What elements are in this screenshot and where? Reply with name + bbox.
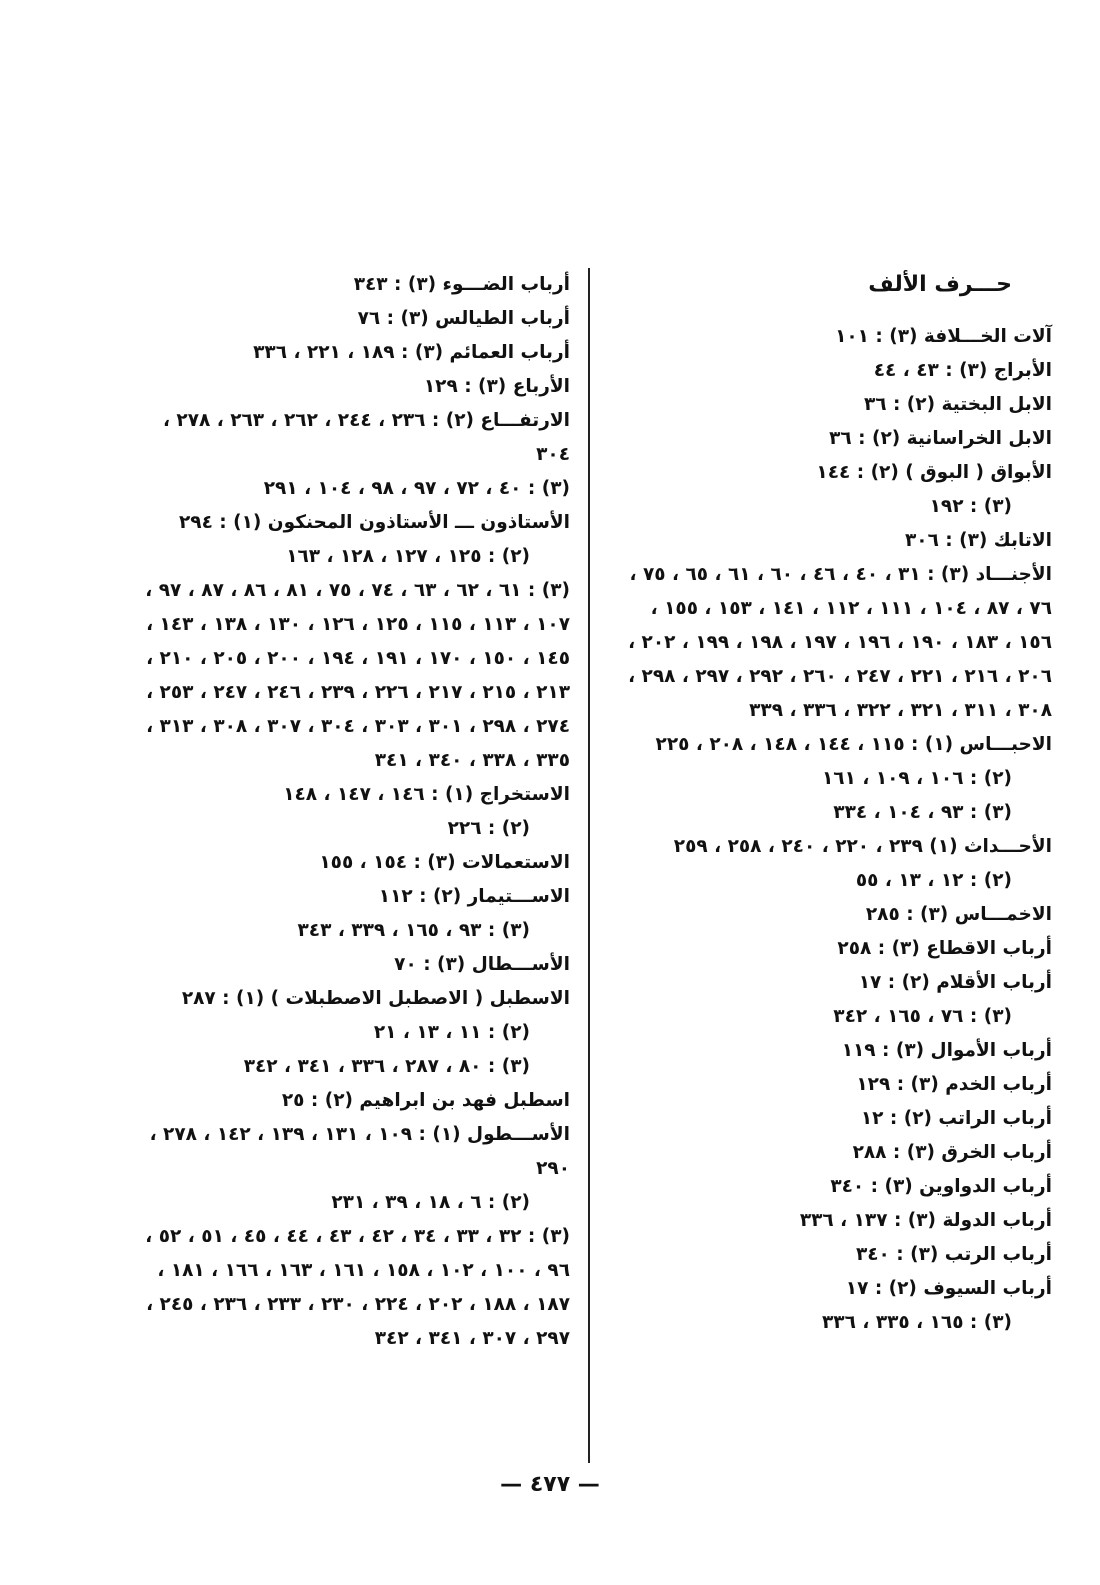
- index-entry: (٣) : ٧٦ ، ١٦٥ ، ٣٤٢: [833, 1006, 1012, 1027]
- left-entries: [130, 268, 570, 1356]
- index-entry: أرباب الخرق (٣) : ٢٨٨: [852, 1142, 1052, 1163]
- index-entry: أرباب الدواوين (٣) : ٣٤٠: [830, 1176, 1052, 1197]
- index-entry: (٣) : ٣٢ ، ٣٣ ، ٣٤ ، ٤٢ ، ٤٣ ، ٤٤ ، ٤٥ ، ٥١ ، ٥٢ ، ٩٦ ، ١٠٠ ، ١٠٢ ، ١٥٨ ، ١٦١ ، ١٦٣ ، ١٦٦ ، ١٨١ ، ١٨٧ ، ١٨٨ ، ٢٠٢ ، ٢٢٤ ، ٢٣٠ ، ٢٣٣ ، ٢٣٦ ، ٢٤٥ ، ٢٩٧ ، ٣٠٧ ، ٣٤١ ، ٣٤٢: [145, 1226, 570, 1349]
- index-entry: (٢) : ١٠٦ ، ١٠٩ ، ١٦١: [822, 768, 1012, 789]
- index-entry: (٣) : ٩٣ ، ١٦٥ ، ٣٣٩ ، ٣٤٣: [297, 920, 530, 941]
- index-entry: (٣) : ٩٣ ، ١٠٤ ، ٣٣٤: [833, 802, 1012, 823]
- index-entry: (٢) : ١١ ، ١٣ ، ٢١: [373, 1022, 530, 1043]
- index-entry: الابل البختية (٢) : ٣٦: [863, 394, 1052, 415]
- index-entry: آلات الخـــلافة (٣) : ١٠١: [835, 326, 1052, 347]
- index-entry: أرباب السيوف (٢) : ١٧: [845, 1278, 1052, 1299]
- index-entry: أرباب العمائم (٣) : ١٨٩ ، ٢٢١ ، ٣٣٦: [253, 342, 570, 363]
- index-entry: (٢) : ١٢٥ ، ١٢٧ ، ١٢٨ ، ١٦٣: [286, 546, 530, 567]
- index-entry: أرباب الأموال (٣) : ١١٩: [841, 1040, 1052, 1061]
- index-entry: (٣) : ٦١ ، ٦٢ ، ٦٣ ، ٧٤ ، ٧٥ ، ٨١ ، ٨٦ ، ٨٧ ، ٩٧ ، ١٠٧ ، ١١٣ ، ١١٥ ، ١٢٥ ، ١٢٦ ، ١٣٠ ، ١٣٨ ، ١٤٣ ، ١٤٥ ، ١٥٠ ، ١٧٠ ، ١٩١ ، ١٩٤ ، ٢٠٠ ، ٢٠٥ ، ٢١٠ ، ٢١٣ ، ٢١٥ ، ٢١٧ ، ٢٢٦ ، ٢٣٩ ، ٢٤٦ ، ٢٤٧ ، ٢٥٣ ، ٢٧٤ ، ٢٩٨ ، ٣٠١ ، ٣٠٣ ، ٣٠٤ ، ٣٠٧ ، ٣٠٨ ، ٣١٣ ، ٣٣٥ ، ٣٣٨ ، ٣٤٠ ، ٣٤١: [145, 580, 570, 771]
- index-entry: الاستعمالات (٣) : ١٥٤ ، ١٥٥: [319, 852, 570, 873]
- index-entry: الارتفـــاع (٢) : ٢٣٦ ، ٢٤٤ ، ٢٦٢ ، ٢٦٣ ، ٢٧٨ ، ٣٠٤: [162, 410, 570, 465]
- index-entry: أرباب الضـــوء (٣) : ٣٤٣: [353, 274, 570, 295]
- page-number: — ٤٧٧ —: [500, 1472, 600, 1497]
- index-entry: الأجنـــاد (٣) : ٣١ ، ٤٠ ، ٤٦ ، ٦٠ ، ٦١ ، ٦٥ ، ٧٥ ، ٧٦ ، ٨٧ ، ١٠٤ ، ١١١ ، ١١٢ ، ١٤١ ، ١٥٣ ، ١٥٥ ، ١٥٦ ، ١٨٣ ، ١٩٠ ، ١٩٦ ، ١٩٧ ، ١٩٨ ، ١٩٩ ، ٢٠٢ ، ٢٠٦ ، ٢١٦ ، ٢٢١ ، ٢٤٧ ، ٢٦٠ ، ٢٩٢ ، ٢٩٧ ، ٢٩٨ ، ٣٠٨ ، ٣١١ ، ٣٢١ ، ٣٢٢ ، ٣٣٦ ، ٣٣٩: [628, 564, 1052, 721]
- index-entry: الاتابك (٣) : ٣٠٦: [904, 530, 1052, 551]
- index-entry: الاســـتيمار (٢) : ١١٢: [378, 886, 570, 907]
- index-entry: الاخمـــاس (٣) : ٢٨٥: [865, 904, 1052, 925]
- index-entry: أرباب الأقلام (٢) : ١٧: [858, 972, 1052, 993]
- index-entry: الأحـــداث (١) ٢٣٩ ، ٢٢٠ ، ٢٤٠ ، ٢٥٨ ، ٢٥٩: [673, 836, 1052, 857]
- column-divider: [588, 268, 590, 1463]
- left-column: [130, 268, 570, 1356]
- index-entry: أرباب الاقطاع (٣) : ٢٥٨: [837, 938, 1052, 959]
- index-entry: (٣) : ١٦٥ ، ٣٣٥ ، ٣٣٦: [822, 1312, 1012, 1333]
- section-heading: حـــرف الألف: [868, 272, 1012, 297]
- index-entry: (٣) : ٤٠ ، ٧٢ ، ٩٧ ، ٩٨ ، ١٠٤ ، ٢٩١: [263, 478, 570, 499]
- index-entry: أرباب الرتب (٣) : ٣٤٠: [855, 1244, 1052, 1265]
- index-entry: (٢) : ١٢ ، ١٣ ، ٥٥: [855, 870, 1012, 891]
- index-entry: الأســـطول (١) : ١٠٩ ، ١٣١ ، ١٣٩ ، ١٤٢ ، ٢٧٨ ، ٢٩٠: [149, 1124, 570, 1179]
- index-entry: (٣) : ٨٠ ، ٢٨٧ ، ٣٣٦ ، ٣٤١ ، ٣٤٢: [243, 1056, 530, 1077]
- index-entry: أرباب الدولة (٣) : ١٣٧ ، ٣٣٦: [799, 1210, 1052, 1231]
- index-entry: الأبواق ( البوق ) (٢) : ١٤٤: [816, 462, 1052, 483]
- index-entry: (٢) : ٦ ، ١٨ ، ٣٩ ، ٢٣١: [331, 1192, 530, 1213]
- index-entry: الأستاذون ـــ الأستاذون المحنكون (١) : ٢٩٤: [178, 512, 570, 533]
- index-entry: الأبراج (٣) : ٤٣ ، ٤٤: [873, 360, 1052, 381]
- index-entry: الاسطبل ( الاصطبل الاصطبلات ) (١) : ٢٨٧: [181, 988, 570, 1009]
- right-column: [612, 268, 1052, 1340]
- index-entry: الأســـطال (٣) : ٧٠: [394, 954, 570, 975]
- index-entry: (٣) : ١٩٢: [929, 496, 1012, 517]
- index-entry: أرباب الراتب (٢) : ١٢: [860, 1108, 1052, 1129]
- index-entry: الاحبـــاس (١) : ١١٥ ، ١٤٤ ، ١٤٨ ، ٢٠٨ ، ٢٢٥: [655, 734, 1052, 755]
- index-entry: الاستخراج (١) : ١٤٦ ، ١٤٧ ، ١٤٨: [283, 784, 570, 805]
- index-entry: الأرباع (٣) : ١٢٩: [423, 376, 570, 397]
- index-entry: أرباب الخدم (٣) : ١٢٩: [856, 1074, 1052, 1095]
- index-entry: (٢) : ٢٢٦: [447, 818, 530, 839]
- right-entries: [612, 320, 1052, 1340]
- index-entry: أرباب الطيالس (٣) : ٧٦: [357, 308, 570, 329]
- index-entry: اسطبل فهد بن ابراهيم (٢) : ٢٥: [281, 1090, 570, 1111]
- index-entry: الابل الخراسانية (٢) : ٣٦: [829, 428, 1052, 449]
